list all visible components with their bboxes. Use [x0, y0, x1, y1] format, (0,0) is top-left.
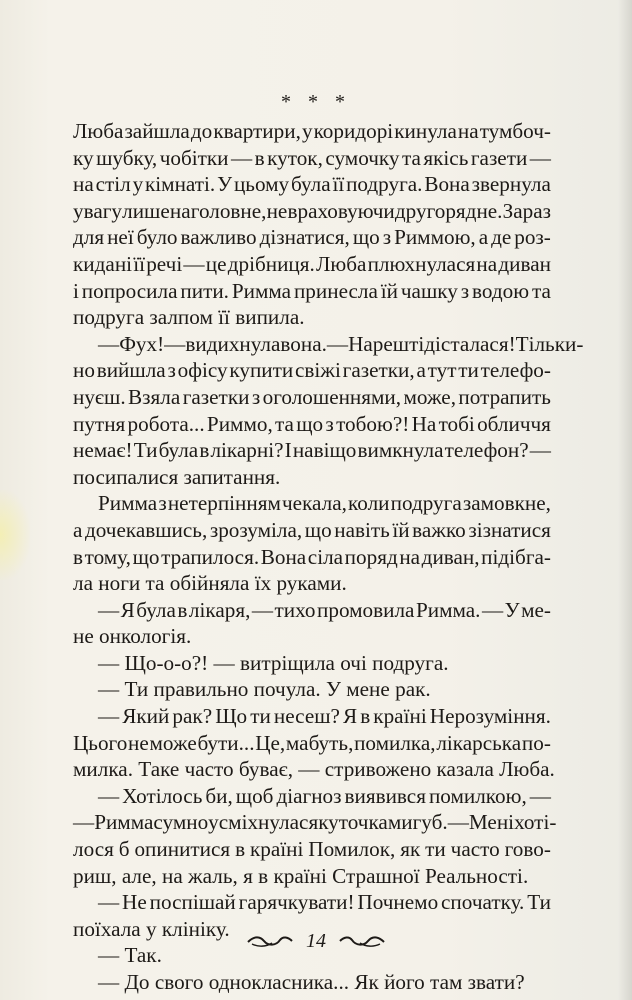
word: — — [481, 597, 504, 622]
word: Люба — [316, 251, 367, 276]
word: а — [478, 225, 489, 250]
word: гово- — [504, 837, 551, 862]
text-line — [73, 145, 551, 172]
word: дісталася! — [424, 331, 516, 356]
word: принесла — [293, 278, 378, 303]
word: з — [251, 384, 261, 409]
word: диван, — [421, 544, 480, 569]
word: помилка, — [354, 730, 436, 755]
word: Я — [120, 597, 135, 622]
word: з — [382, 225, 392, 250]
word: другорядне. — [394, 198, 503, 223]
text-line — [73, 171, 551, 198]
word: на — [399, 544, 421, 569]
word: звернула — [471, 172, 551, 197]
word: Фух! — [119, 331, 165, 356]
word: часто — [450, 837, 500, 862]
word: вона. — [280, 331, 327, 356]
word: — — [98, 783, 120, 808]
text-line — [73, 490, 551, 517]
word: що — [132, 544, 160, 569]
word: для — [73, 225, 105, 250]
word: не — [128, 730, 149, 755]
word: кидані — [73, 251, 133, 276]
word: Хотілось — [122, 783, 203, 808]
word: трапилося. — [161, 544, 260, 569]
word: тобі — [438, 411, 475, 436]
page-light-spot — [0, 490, 30, 580]
word: кімнаті. — [145, 172, 216, 197]
word: — — [98, 890, 120, 915]
word: а — [73, 517, 83, 542]
word: може — [149, 730, 197, 755]
text-line-content: не онкологія. — [73, 624, 192, 649]
text-line — [73, 597, 551, 624]
word: з — [325, 411, 334, 436]
left-ornament-icon — [246, 935, 294, 949]
word: це — [205, 251, 227, 276]
word: ти — [458, 358, 479, 383]
word: в — [235, 837, 246, 862]
word: куток, — [267, 145, 323, 170]
word: цьому — [233, 172, 290, 197]
word: щоб — [235, 783, 274, 808]
word: Нарешті — [348, 331, 425, 356]
word: де — [491, 225, 512, 250]
word: головне, — [190, 198, 267, 223]
word: — — [98, 597, 120, 622]
word: усміхнулася — [208, 810, 319, 835]
word: навіть — [334, 517, 390, 542]
word: з — [158, 491, 167, 516]
word: губ. — [412, 810, 448, 835]
text-line — [73, 544, 551, 571]
text-line — [73, 676, 551, 703]
text-line — [73, 836, 551, 863]
word: що — [304, 517, 332, 542]
word: чобітки — [159, 145, 229, 170]
word: тут — [427, 358, 457, 383]
word: — — [73, 810, 95, 835]
word: речі — [146, 251, 183, 276]
word: навіщо — [292, 438, 357, 463]
word: Люба — [73, 119, 124, 143]
word: виявився — [344, 783, 426, 808]
section-separator: * * * — [281, 91, 351, 113]
text-line — [73, 889, 551, 916]
word: поряд — [344, 544, 398, 569]
text-line — [73, 331, 584, 358]
word: Римма — [98, 491, 158, 516]
word: неї — [107, 225, 134, 250]
word: потрапить — [458, 384, 551, 409]
word: в — [177, 597, 188, 622]
word: зізнатися — [468, 517, 551, 542]
word: — — [98, 704, 120, 729]
word: кинула — [394, 119, 457, 143]
text-line — [73, 969, 551, 996]
word: би, — [205, 783, 233, 808]
word: ти — [250, 704, 271, 729]
word: дізнатися, — [259, 225, 350, 250]
word: Що — [215, 704, 248, 729]
text-line — [73, 570, 551, 597]
word: Нерозуміння. — [429, 704, 551, 729]
text-line — [73, 863, 551, 890]
word: У — [504, 597, 520, 622]
word: Римма — [231, 278, 292, 303]
word: опинитися — [134, 837, 231, 862]
word: країні — [249, 837, 304, 862]
word: газети — [470, 145, 528, 170]
text-line — [73, 756, 555, 783]
word: може, — [403, 384, 457, 409]
word: Римма — [94, 810, 154, 835]
word: Помилок, — [308, 837, 396, 862]
word: в — [254, 145, 265, 170]
word: сумочку — [325, 145, 400, 170]
word: не — [266, 198, 288, 223]
word: у — [301, 119, 313, 143]
word: Вона — [260, 544, 307, 569]
text-line — [73, 730, 551, 757]
word: Взяла — [128, 384, 181, 409]
word: — — [529, 438, 551, 463]
word: дочекавшись, — [84, 517, 208, 542]
text-line — [73, 623, 551, 650]
text-line-content: — Так. — [98, 943, 162, 968]
word: купити — [229, 358, 294, 383]
right-ornament-icon — [338, 935, 386, 949]
word: — — [98, 331, 120, 356]
word: до — [190, 119, 213, 143]
text-line — [73, 357, 551, 384]
word: на — [457, 119, 479, 143]
word: по- — [521, 730, 551, 755]
text-line — [73, 783, 551, 810]
page-folio — [0, 930, 632, 953]
word: хоті- — [514, 810, 557, 835]
text-line — [73, 650, 551, 677]
word: Риммо, — [206, 411, 273, 436]
word: бути... — [197, 730, 255, 755]
word: Не — [122, 890, 147, 915]
word: помилкою, — [428, 783, 527, 808]
word: лікаря, — [188, 597, 251, 622]
word: важливо — [180, 225, 257, 250]
word: з — [167, 358, 176, 383]
word: важко — [412, 517, 466, 542]
text-line-content: посипалися запитання. — [73, 464, 281, 489]
word: зайшла — [124, 119, 190, 143]
word: Вона — [424, 172, 470, 197]
word: зрозуміла, — [209, 517, 303, 542]
word: враховуючи — [287, 198, 395, 223]
word: плюхнулася — [367, 251, 476, 276]
text-line — [73, 384, 551, 411]
word: Це, — [255, 730, 286, 755]
text-line — [73, 224, 551, 251]
word: увагу — [73, 198, 123, 223]
word: діагноз — [276, 783, 342, 808]
word: газетки — [182, 384, 250, 409]
word: мабуть, — [285, 730, 354, 755]
word: чекала, — [282, 491, 347, 516]
word: вимкнула — [357, 438, 444, 463]
word: тому, — [84, 544, 131, 569]
word: Ти — [133, 438, 158, 463]
word: подруга — [390, 491, 462, 516]
word: та — [401, 145, 421, 170]
word: нуєш. — [73, 384, 126, 409]
word: куточками — [318, 810, 413, 835]
word: — — [251, 597, 274, 622]
word: Цього — [73, 730, 128, 755]
word: ку — [73, 145, 94, 170]
word: Риммою, — [394, 225, 476, 250]
word: робота... — [127, 411, 205, 436]
word: та — [275, 411, 294, 436]
word: підібга- — [481, 544, 551, 569]
word: і — [73, 278, 79, 303]
word: її — [133, 251, 146, 276]
word: диван — [498, 251, 551, 276]
word: обличчя — [477, 411, 551, 436]
page-number: 14 — [306, 930, 326, 952]
text-line — [73, 411, 551, 438]
word: тумбоч- — [479, 119, 551, 143]
word: було — [136, 225, 178, 250]
word: її — [332, 172, 345, 197]
text-line-content: подруга залпом її випила. — [73, 305, 305, 330]
word: — — [164, 331, 186, 356]
text-line-content: риш, але, на жаль, я в країні Страшної Реальності. — [73, 863, 529, 888]
word: що — [296, 411, 324, 436]
word: лише — [122, 198, 170, 223]
word: на — [476, 251, 498, 276]
word: оголошеннями, — [262, 384, 402, 409]
word: їй — [392, 517, 410, 542]
word: сіла — [307, 544, 344, 569]
text-line — [73, 437, 551, 464]
word: — — [529, 145, 551, 170]
word: вийшла — [96, 358, 166, 383]
word: дрібниця. — [227, 251, 315, 276]
word: пити. — [180, 278, 229, 303]
word: ме- — [521, 597, 551, 622]
word: несеш? — [273, 704, 340, 729]
word: попросила — [81, 278, 178, 303]
word: подруга. — [346, 172, 423, 197]
word: нетерпінням — [167, 491, 281, 516]
word: путня — [73, 411, 126, 436]
word: на — [73, 172, 94, 197]
word: у — [132, 172, 144, 197]
word: Ти — [527, 890, 551, 915]
word: коридорі — [313, 119, 394, 143]
text-line-content: ла ноги та обійняла їх руками. — [73, 571, 347, 596]
text-line — [73, 278, 551, 305]
word: — — [447, 810, 469, 835]
word: а — [416, 358, 426, 383]
word: немає! — [73, 438, 133, 463]
text-line-content: поїхала у клініку. — [73, 916, 230, 941]
text-line — [73, 703, 551, 730]
word: як — [400, 837, 421, 862]
word: в — [199, 438, 210, 463]
word: У — [217, 172, 233, 197]
word: офісу — [177, 358, 228, 383]
text-line — [73, 517, 551, 544]
text-line-content: — Ти правильно почула. У мене рак. — [98, 677, 431, 702]
word: замовкне, — [462, 491, 551, 516]
word: тобою?! — [336, 411, 410, 436]
text-line — [73, 464, 551, 491]
text-line — [73, 118, 551, 145]
word: Почнемо — [357, 890, 439, 915]
word: стіл — [95, 172, 131, 197]
text-line — [73, 304, 551, 331]
word: спочатку. — [441, 890, 525, 915]
word: гарячкувати! — [238, 890, 355, 915]
word: що — [352, 225, 380, 250]
word: На — [411, 411, 437, 436]
word: видихнула — [185, 331, 281, 356]
word: телефон? — [444, 438, 529, 463]
word: свіжі — [295, 358, 341, 383]
word: — — [326, 331, 349, 356]
text-line — [73, 198, 551, 225]
word: якісь — [423, 145, 469, 170]
text-line-content: — Що-о-о?! — витріщила очі подруга. — [98, 650, 449, 675]
word: — — [183, 251, 205, 276]
word: країні — [373, 704, 427, 729]
word: чашку — [400, 278, 458, 303]
word: лікарська — [436, 730, 522, 755]
word: в — [360, 704, 371, 729]
word: та — [531, 278, 551, 303]
word: була — [136, 597, 176, 622]
text-line-content: милка. Таке часто буває, — стривожено казала Люба. — [73, 757, 555, 782]
word: квартири, — [213, 119, 301, 143]
word: тихо — [274, 597, 316, 622]
word: їй — [380, 278, 399, 303]
body-text — [73, 118, 584, 996]
word: коли — [348, 491, 390, 516]
word: Я — [343, 704, 358, 729]
word: Римма. — [415, 597, 481, 622]
word: лося — [73, 837, 114, 862]
word: роз- — [514, 225, 551, 250]
word: Зараз — [502, 198, 551, 223]
word: ти — [425, 837, 446, 862]
word: Який — [122, 704, 170, 729]
word: шубку, — [96, 145, 158, 170]
word: лікарні? — [210, 438, 284, 463]
word: рак? — [172, 704, 213, 729]
word: з — [460, 278, 470, 303]
word: телефо- — [480, 358, 551, 383]
word: Тільки- — [515, 331, 584, 356]
page-edge-shadow — [618, 0, 632, 1000]
word: газетки, — [342, 358, 415, 383]
word: но — [73, 358, 95, 383]
word: Мені — [468, 810, 515, 835]
word: б — [118, 837, 130, 862]
word: була — [158, 438, 199, 463]
text-line — [73, 809, 557, 836]
word: сумно — [153, 810, 209, 835]
word: І — [284, 438, 292, 463]
text-line-content: — До свого однокласника... Як його там звати? — [98, 970, 525, 994]
word: на — [169, 198, 191, 223]
word: — — [529, 783, 551, 808]
word: поспішай — [149, 890, 236, 915]
word: була — [290, 172, 331, 197]
word: промовила — [317, 597, 415, 622]
word: — — [230, 145, 253, 170]
word: в — [73, 544, 84, 569]
text-line — [73, 251, 551, 278]
word: водою — [472, 278, 530, 303]
